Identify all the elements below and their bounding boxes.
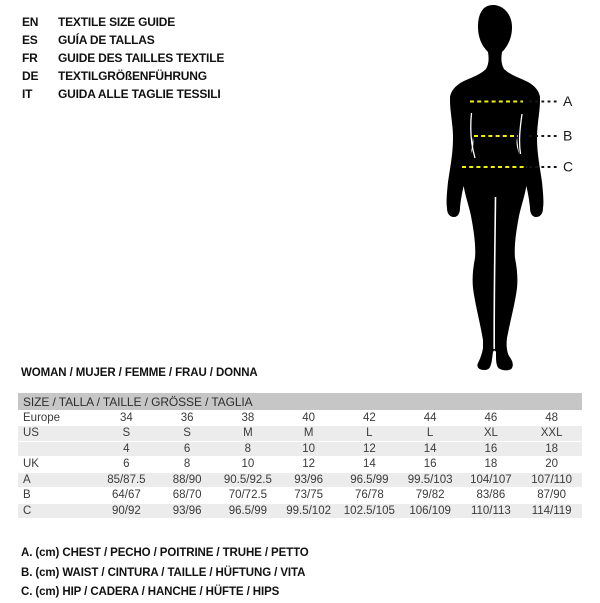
table-row-label: UK xyxy=(18,457,96,473)
table-cell: 104/107 xyxy=(461,472,522,488)
table-cell: 46 xyxy=(461,410,522,426)
table-cell: 93/96 xyxy=(157,503,218,519)
guide-title-it: GUIDA ALLE TAGLIE TESSILI xyxy=(58,87,221,101)
table-row-label: US xyxy=(18,426,96,442)
table-cell: 99.5/103 xyxy=(400,472,461,488)
table-cell: 90.5/92.5 xyxy=(218,472,279,488)
table-row-label: C xyxy=(18,503,96,519)
table-cell: 40 xyxy=(278,410,339,426)
table-cell: 44 xyxy=(400,410,461,426)
table-cell: 107/110 xyxy=(521,472,582,488)
table-cell: 96.5/99 xyxy=(218,503,279,519)
table-cell: 14 xyxy=(339,457,400,473)
table-cell: 99.5/102 xyxy=(278,503,339,519)
table-cell: 38 xyxy=(218,410,279,426)
table-cell: 90/92 xyxy=(96,503,157,519)
table-cell: 8 xyxy=(157,457,218,473)
table-row-us-letter xyxy=(18,426,582,442)
size-table-header-row xyxy=(18,393,582,410)
table-cell: 102.5/105 xyxy=(339,503,400,519)
language-code: DE xyxy=(22,69,39,83)
table-row-uk xyxy=(18,457,582,473)
table-cell: 88/90 xyxy=(157,472,218,488)
table-cell: 73/75 xyxy=(278,488,339,504)
table-row-waist-b xyxy=(18,488,582,504)
table-cell: 12 xyxy=(278,457,339,473)
table-cell: 10 xyxy=(278,441,339,457)
legend-chest: A. (cm) CHEST / PECHO / POITRINE / TRUHE / PETTO xyxy=(21,547,309,559)
language-code: FR xyxy=(22,51,38,65)
table-cell: 83/86 xyxy=(461,488,522,504)
measure-label-b: B xyxy=(563,127,573,144)
table-cell: 68/70 xyxy=(157,488,218,504)
table-cell: L xyxy=(339,426,400,442)
table-cell: 70/72.5 xyxy=(218,488,279,504)
table-row-label xyxy=(18,441,96,457)
section-title-woman: WOMAN / MUJER / FEMME / FRAU / DONNA xyxy=(21,367,258,379)
table-cell: XXL xyxy=(521,426,582,442)
guide-title-fr: GUIDE DES TAILLES TEXTILE xyxy=(58,51,225,65)
table-cell: XL xyxy=(461,426,522,442)
table-cell: 14 xyxy=(400,441,461,457)
table-row-europe xyxy=(18,410,582,426)
table-cell: 6 xyxy=(96,457,157,473)
language-code: EN xyxy=(22,15,39,29)
table-cell: 20 xyxy=(521,457,582,473)
table-cell: 18 xyxy=(521,441,582,457)
table-row-label: B xyxy=(18,488,96,504)
table-cell: 36 xyxy=(157,410,218,426)
table-cell: S xyxy=(157,426,218,442)
table-cell: 6 xyxy=(157,441,218,457)
table-cell: 16 xyxy=(461,441,522,457)
table-cell: 12 xyxy=(339,441,400,457)
guide-title-en: TEXTILE SIZE GUIDE xyxy=(58,15,176,29)
table-cell: 106/109 xyxy=(400,503,461,519)
size-table-header: SIZE / TALLA / TAILLE / GRÖSSE / TAGLIA xyxy=(18,393,582,410)
table-cell: 18 xyxy=(461,457,522,473)
legend-waist: B. (cm) WAIST / CINTURA / TAILLE / HÜFTUNG / VITA xyxy=(21,566,306,579)
table-cell: 110/113 xyxy=(461,503,522,519)
table-cell: 79/82 xyxy=(400,488,461,504)
table-cell: L xyxy=(400,426,461,442)
size-table xyxy=(18,393,582,519)
table-row-chest-a xyxy=(18,472,582,488)
table-row-us-numeric xyxy=(18,441,582,457)
table-cell: 34 xyxy=(96,410,157,426)
legend-hip: C. (cm) HIP / CADERA / HANCHE / HÜFTE / HIPS xyxy=(21,586,280,598)
table-cell: 85/87.5 xyxy=(96,472,157,488)
measure-label-c: C xyxy=(563,158,574,175)
guide-title-es: GUÍA DE TALLAS xyxy=(58,33,155,47)
table-cell: 64/67 xyxy=(96,488,157,504)
table-cell: 114/119 xyxy=(521,503,582,519)
table-cell: 16 xyxy=(400,457,461,473)
table-row-label: Europe xyxy=(18,410,96,426)
table-cell: M xyxy=(278,426,339,442)
language-code: IT xyxy=(22,87,33,101)
table-cell: M xyxy=(218,426,279,442)
table-cell: 96.5/99 xyxy=(339,472,400,488)
table-cell: 76/78 xyxy=(339,488,400,504)
table-cell: 93/96 xyxy=(278,472,339,488)
table-cell: 48 xyxy=(521,410,582,426)
table-cell: 10 xyxy=(218,457,279,473)
table-cell: 4 xyxy=(96,441,157,457)
table-cell: 42 xyxy=(339,410,400,426)
table-row-label: A xyxy=(18,472,96,488)
table-cell: 8 xyxy=(218,441,279,457)
table-cell: S xyxy=(96,426,157,442)
table-cell: 87/90 xyxy=(521,488,582,504)
table-row-hip-c xyxy=(18,503,582,519)
measure-label-a: A xyxy=(563,93,573,109)
language-code: ES xyxy=(22,33,38,47)
measurement-legend xyxy=(21,544,309,603)
guide-title-de: TEXTILGRÖßENFÜHRUNG xyxy=(58,69,207,83)
